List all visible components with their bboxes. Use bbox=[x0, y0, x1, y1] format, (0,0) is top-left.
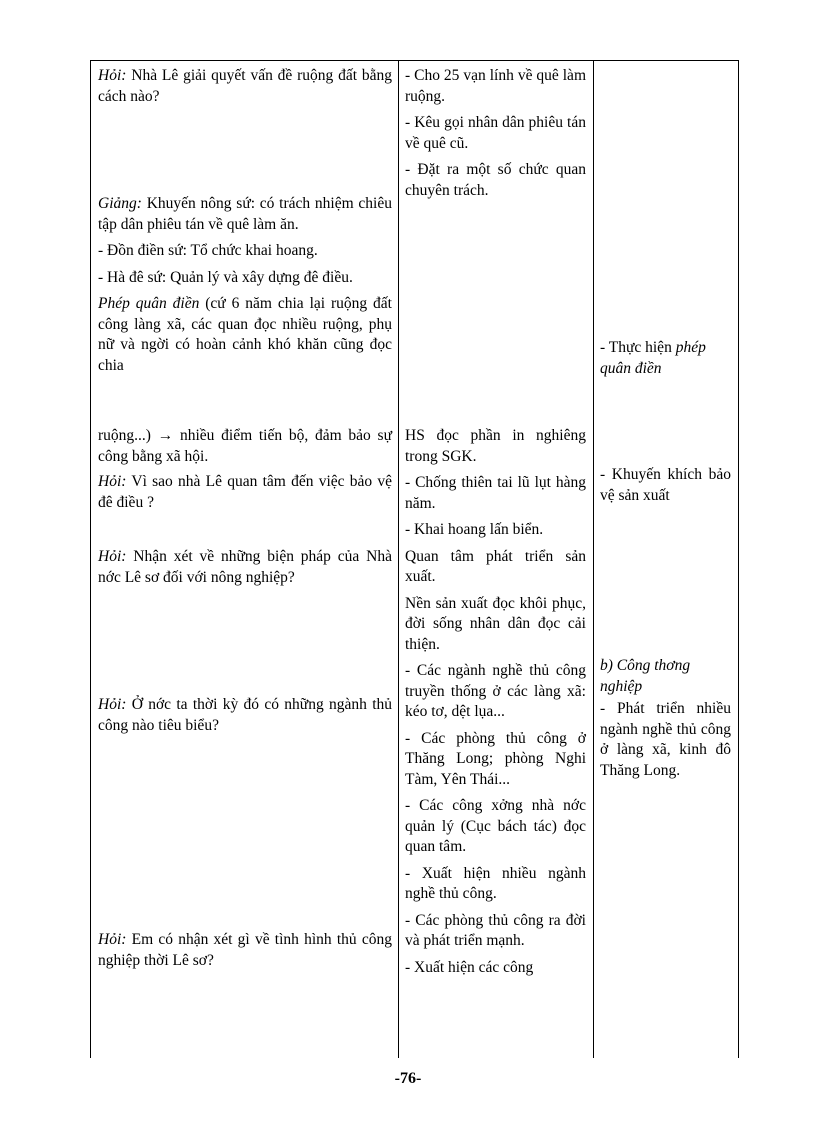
answer-item: - Cho 25 vạn lính về quê làm ruộng. bbox=[405, 67, 586, 105]
question-text: Nhà Lê giải quyết vấn đề ruộng đất bằng cách nào? bbox=[98, 67, 393, 105]
note-1 bbox=[600, 338, 731, 385]
question-2 bbox=[98, 472, 392, 519]
section-heading: b) Công thơng nghiệp bbox=[600, 657, 691, 695]
note-prefix: - Thực hiện bbox=[600, 339, 672, 356]
answer-item: Nền sản xuất đọc khôi phục, đời sống nhân dân đọc cải thiện. bbox=[405, 594, 586, 653]
question-text: Nhận xét về những biện pháp của Nhà nớc Lê sơ đối với nông nghiệp? bbox=[98, 548, 392, 586]
question-label: Hỏi: bbox=[98, 473, 127, 490]
don-dien-text: - Đồn điền sứ: Tổ chức khai hoang. bbox=[98, 242, 318, 259]
answers-block-2 bbox=[405, 426, 586, 984]
ruong-text: ruộng...) → nhiều điểm tiến bộ, đảm bảo sự công bằng xã hội. bbox=[98, 427, 392, 465]
note-2 bbox=[600, 465, 731, 512]
answer-item: Quan tâm phát triển sản xuất. bbox=[405, 547, 586, 585]
phep-quan-dien-text: (cứ 6 năm chia lại ruộng đất công làng xã, các quan đọc nhiều ruộng, phụ nữ và ngời có hoàn cảnh khó khăn cũng đọc chia bbox=[98, 295, 392, 374]
answer-item: - Các phòng thủ công ở Thăng Long; phòng Nghi Tàm, Yên Thái... bbox=[405, 729, 586, 788]
lecture-label: Giảng: bbox=[98, 195, 142, 212]
answer-item: - Xuất hiện nhiều ngành nghề thủ công. bbox=[405, 864, 586, 902]
answer-item: - Các công xởng nhà nớc quản lý (Cục bách tác) đọc quan tâm. bbox=[405, 797, 586, 855]
answer-item: HS đọc phần in nghiêng trong SGK. bbox=[405, 427, 586, 465]
ruong-text-block bbox=[98, 426, 392, 473]
lecture-block bbox=[98, 194, 392, 378]
answer-item: - Chống thiên tai lũ lụt hàng năm. bbox=[405, 474, 586, 512]
question-text: Em có nhận xét gì về tình hình thủ công nghiệp thời Lê sơ? bbox=[98, 931, 393, 969]
column-divider-1 bbox=[398, 60, 399, 1058]
question-5 bbox=[98, 930, 392, 977]
answer-item: - Đặt ra một số chức quan chuyên trách. bbox=[405, 161, 586, 199]
answer-item: - Khai hoang lấn biển. bbox=[405, 521, 544, 538]
question-label: Hỏi: bbox=[98, 548, 127, 565]
question-4 bbox=[98, 695, 392, 742]
question-text: Ở nớc ta thời kỳ đó có những ngành thủ công nào tiêu biểu? bbox=[98, 696, 393, 734]
column-divider-2 bbox=[593, 60, 594, 1058]
answer-item: - Kêu gọi nhân dân phiêu tán về quê cũ. bbox=[405, 114, 586, 152]
answers-block-1 bbox=[405, 66, 586, 207]
note-italic: phép quân điền bbox=[600, 339, 706, 377]
question-label: Hỏi: bbox=[98, 67, 127, 84]
table-top-border bbox=[90, 60, 739, 61]
ha-de-text: - Hà đê sứ: Quản lý và xây dựng đê điều. bbox=[98, 268, 353, 286]
table-left-border bbox=[90, 60, 91, 1058]
table-right-border bbox=[738, 60, 739, 1058]
question-text: Vì sao nhà Lê quan tâm đến việc bảo vệ đê điều ? bbox=[98, 473, 392, 511]
lecture-text: Khuyến nông sứ: có trách nhiệm chiêu tập dân phiêu tán về quê làm ăn. bbox=[98, 195, 392, 233]
question-label: Hỏi: bbox=[98, 931, 127, 948]
answer-item: - Các phòng thủ công ra đời và phát triển mạnh. bbox=[405, 911, 586, 949]
page-number: -76- bbox=[394, 1070, 422, 1087]
note-text: - Phát triển nhiều ngành nghề thủ công ở làng xã, kinh đô Thăng Long. bbox=[600, 700, 731, 779]
phep-quan-dien-label: Phép quân điền bbox=[98, 295, 200, 312]
note-3 bbox=[600, 656, 731, 787]
question-1 bbox=[98, 66, 392, 113]
question-label: Hỏi: bbox=[98, 696, 127, 713]
answer-item: - Các ngành nghề thủ công truyền thống ở các làng xã: kéo tơ, dệt lụa... bbox=[405, 662, 586, 720]
note-text: - Khuyến khích bảo vệ sản xuất bbox=[600, 466, 731, 504]
answer-item: - Xuất hiện các công bbox=[405, 958, 534, 976]
question-3 bbox=[98, 547, 392, 594]
